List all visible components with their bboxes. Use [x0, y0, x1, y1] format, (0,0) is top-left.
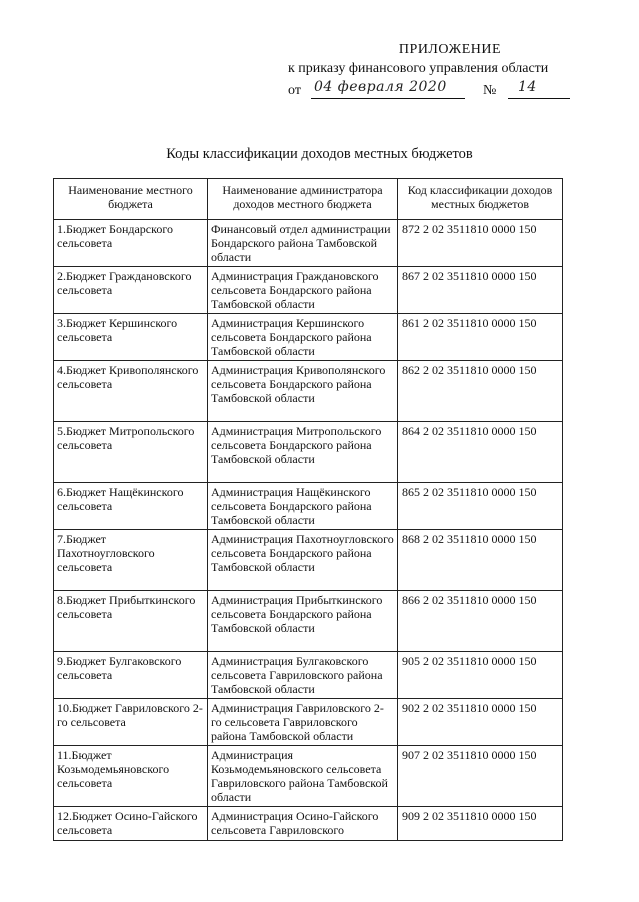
budget-name-cell: 2.Бюджет Граждановского сельсовета: [54, 267, 208, 314]
budget-name-cell: 4.Бюджет Кривополянского сельсовета: [54, 361, 208, 422]
administrator-cell: Администрация Пахотноугловского сельсовета Бондарского района Тамбовской области: [208, 530, 398, 591]
code-cell: 907 2 02 3511810 0000 150: [398, 746, 563, 807]
document-title: Коды классификации доходов местных бюджетов: [166, 146, 473, 162]
table-row: [54, 361, 563, 422]
administrator-cell: Администрация Граждановского сельсовета Бондарского района Тамбовской области: [208, 267, 398, 314]
from-label: от: [288, 83, 301, 98]
administrator-cell: Финансовый отдел администрации Бондарского района Тамбовской области: [208, 220, 398, 267]
column-header-administrator: Наименование администратора доходов местного бюджета: [208, 179, 398, 220]
code-cell: 872 2 02 3511810 0000 150: [398, 220, 563, 267]
table-row: [54, 807, 563, 841]
appendix-title: ПРИЛОЖЕНИЕ: [398, 42, 502, 57]
table-row: [54, 314, 563, 361]
administrator-cell: Администрация Нащёкинского сельсовета Бондарского района Тамбовской области: [208, 483, 398, 530]
table-row: [54, 746, 563, 807]
code-cell: 902 2 02 3511810 0000 150: [398, 699, 563, 746]
administrator-cell: Администрация Гавриловского 2-го сельсовета Гавриловского района Тамбовской области: [208, 699, 398, 746]
code-cell: 868 2 02 3511810 0000 150: [398, 530, 563, 591]
budget-name-cell: 5.Бюджет Митропольского сельсовета: [54, 422, 208, 483]
date-underline: [311, 98, 465, 99]
table-row: [54, 652, 563, 699]
code-cell: 864 2 02 3511810 0000 150: [398, 422, 563, 483]
budget-name-cell: 10.Бюджет Гавриловского 2-го сельсовета: [54, 699, 208, 746]
table-row: [54, 422, 563, 483]
appendix-header: [280, 40, 620, 104]
table-row: [54, 591, 563, 652]
number-label: №: [483, 83, 497, 98]
administrator-cell: Администрация Осино-Гайского сельсовета Гавриловского: [208, 807, 398, 841]
administrator-cell: Администрация Булгаковского сельсовета Гавриловского района Тамбовской области: [208, 652, 398, 699]
table-row: [54, 267, 563, 314]
handwritten-number: 14: [518, 79, 537, 95]
code-cell: 861 2 02 3511810 0000 150: [398, 314, 563, 361]
table-header-row: [54, 179, 563, 220]
administrator-cell: Администрация Прибыткинского сельсовета Бондарского района Тамбовской области: [208, 591, 398, 652]
code-cell: 909 2 02 3511810 0000 150: [398, 807, 563, 841]
budget-name-cell: 7.Бюджет Пахотноугловского сельсовета: [54, 530, 208, 591]
table-row: [54, 483, 563, 530]
column-header-code: Код классификации доходов местных бюджетов: [398, 179, 563, 220]
budget-name-cell: 9.Бюджет Булгаковского сельсовета: [54, 652, 208, 699]
code-cell: 905 2 02 3511810 0000 150: [398, 652, 563, 699]
budget-name-cell: 8.Бюджет Прибыткинского сельсовета: [54, 591, 208, 652]
column-header-budget: Наименование местного бюджета: [54, 179, 208, 220]
code-cell: 867 2 02 3511810 0000 150: [398, 267, 563, 314]
table-row: [54, 220, 563, 267]
table-row: [54, 530, 563, 591]
administrator-cell: Администрация Кершинского сельсовета Бондарского района Тамбовской области: [208, 314, 398, 361]
budget-name-cell: 12.Бюджет Осино-Гайского сельсовета: [54, 807, 208, 841]
budget-name-cell: 11.Бюджет Козьмодемьяновского сельсовета: [54, 746, 208, 807]
administrator-cell: Администрация Кривополянского сельсовета Бондарского района Тамбовской области: [208, 361, 398, 422]
code-cell: 862 2 02 3511810 0000 150: [398, 361, 563, 422]
administrator-cell: Администрация Козьмодемьяновского сельсовета Гавриловского района Тамбовской области: [208, 746, 398, 807]
code-cell: 865 2 02 3511810 0000 150: [398, 483, 563, 530]
budget-name-cell: 3.Бюджет Кершинского сельсовета: [54, 314, 208, 361]
order-date-number-line: [280, 78, 620, 104]
codes-table: [53, 178, 563, 841]
number-underline: [508, 98, 570, 99]
appendix-reference: к приказу финансового управления области: [288, 61, 549, 76]
administrator-cell: Администрация Митропольского сельсовета Бондарского района Тамбовской области: [208, 422, 398, 483]
table-row: [54, 699, 563, 746]
budget-name-cell: 1.Бюджет Бондарского сельсовета: [54, 220, 208, 267]
handwritten-date: 04 февраля 2020: [314, 79, 447, 95]
code-cell: 866 2 02 3511810 0000 150: [398, 591, 563, 652]
budget-name-cell: 6.Бюджет Нащёкинского сельсовета: [54, 483, 208, 530]
